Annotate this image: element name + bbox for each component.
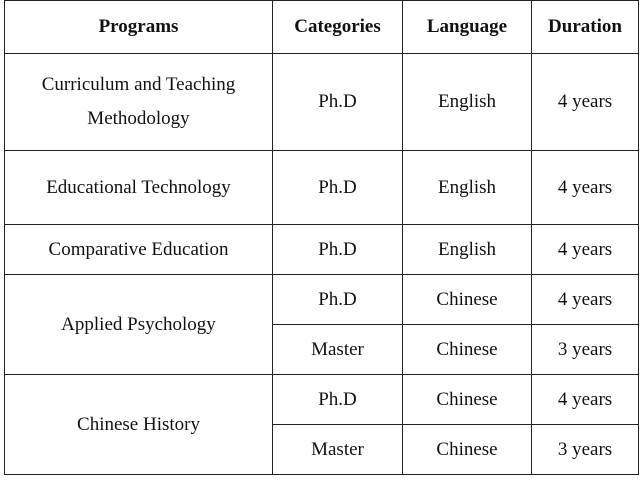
table-row — [5, 54, 639, 151]
header-row — [5, 1, 639, 54]
category-cell: Ph.D — [273, 151, 403, 225]
table-row — [5, 151, 639, 225]
duration-cell: 4 years — [532, 54, 639, 151]
category-cell: Master — [273, 425, 403, 475]
duration-cell: 4 years — [532, 375, 639, 425]
duration-cell: 3 years — [532, 425, 639, 475]
programs-table — [4, 0, 639, 475]
program-cell: Comparative Education — [5, 225, 273, 275]
language-cell: Chinese — [403, 325, 532, 375]
program-cell: Educational Technology — [5, 151, 273, 225]
language-cell: Chinese — [403, 375, 532, 425]
language-cell: English — [403, 54, 532, 151]
header-categories: Categories — [273, 1, 403, 54]
language-cell: Chinese — [403, 275, 532, 325]
program-cell: Chinese History — [5, 375, 273, 475]
program-cell: Curriculum and Teaching Methodology — [5, 54, 273, 151]
duration-cell: 4 years — [532, 275, 639, 325]
duration-cell: 4 years — [532, 151, 639, 225]
header-duration: Duration — [532, 1, 639, 54]
program-cell: Applied Psychology — [5, 275, 273, 375]
category-cell: Master — [273, 325, 403, 375]
category-cell: Ph.D — [273, 275, 403, 325]
duration-cell: 4 years — [532, 225, 639, 275]
language-cell: English — [403, 225, 532, 275]
header-language: Language — [403, 1, 532, 54]
category-cell: Ph.D — [273, 54, 403, 151]
table-row — [5, 225, 639, 275]
duration-cell: 3 years — [532, 325, 639, 375]
table-row — [5, 275, 639, 325]
header-programs: Programs — [5, 1, 273, 54]
language-cell: English — [403, 151, 532, 225]
category-cell: Ph.D — [273, 225, 403, 275]
table-row — [5, 375, 639, 425]
category-cell: Ph.D — [273, 375, 403, 425]
language-cell: Chinese — [403, 425, 532, 475]
